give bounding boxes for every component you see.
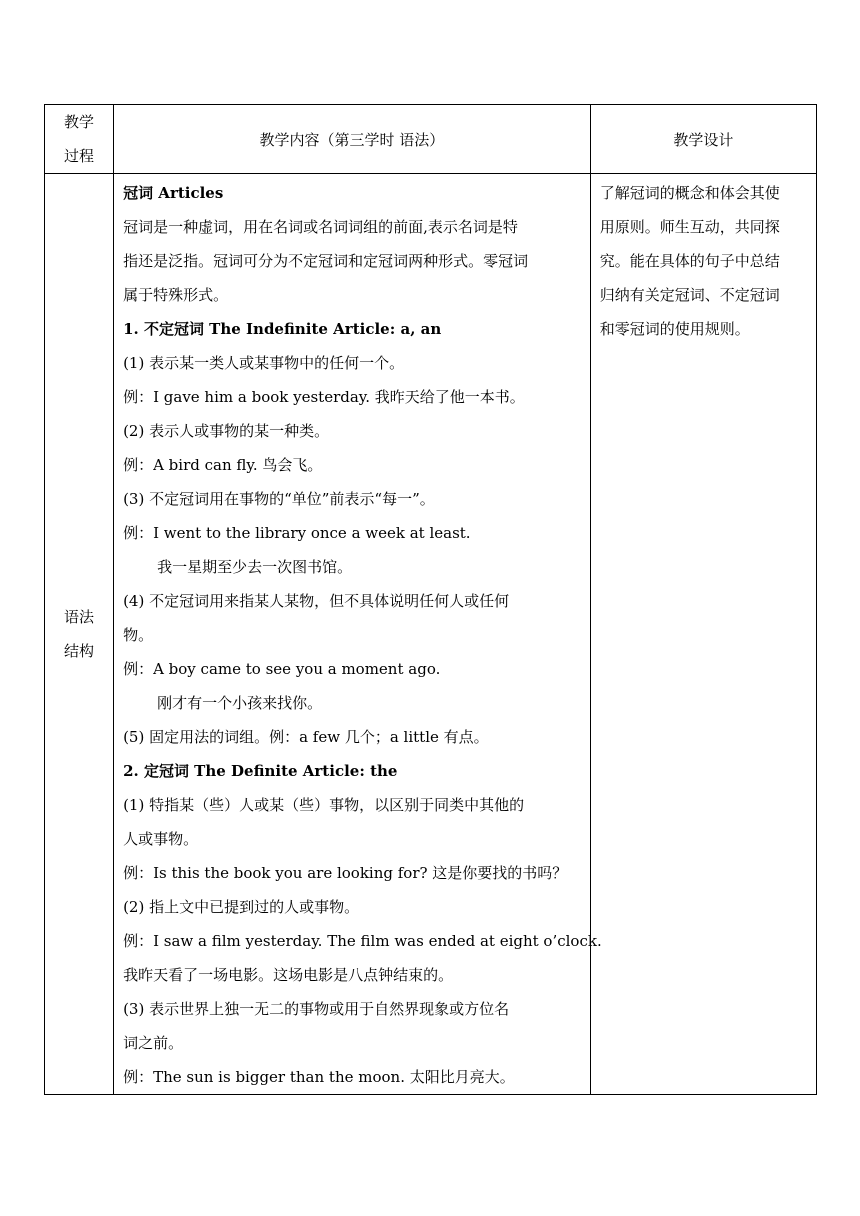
- design-line: 和零冠词的使用规则。: [599, 320, 750, 338]
- content-line: (2) 表示人或事物的某一种类。: [123, 422, 330, 440]
- content-line: 例：A boy came to see you a moment ago.: [123, 660, 441, 678]
- body-row: [45, 174, 817, 1095]
- content-line: (1) 表示某一类人或某事物中的任何一个。: [123, 354, 405, 372]
- header-row: [45, 105, 817, 174]
- design-line: 用原则。师生互动，共同探: [599, 218, 780, 236]
- content-line: 冠词是一种虚词，用在名词或名词词组的前面,表示名词是特: [123, 218, 518, 236]
- content-cell: [114, 174, 602, 1095]
- content-line: (4) 不定冠词用来指某人某物，但不具体说明任何人或任何: [123, 592, 510, 610]
- content-line: (5) 固定用法的词组。例：a few 几个；a little 有点。: [123, 728, 489, 746]
- content-line: 例：I saw a film yesterday. The film was ended at eight o’clock.: [123, 932, 602, 950]
- content-line: 物。: [123, 626, 154, 644]
- content-line: 词之前。: [123, 1034, 184, 1052]
- lesson-table: [44, 104, 817, 1095]
- content-line: 例：The sun is bigger than the moon. 太阳比月亮大。: [123, 1068, 515, 1086]
- content-line: (2) 指上文中已提到过的人或事物。: [123, 898, 360, 916]
- content-line: 刚才有一个小孩来找你。: [157, 694, 323, 712]
- header-process-line2: 过程: [64, 147, 95, 165]
- design-line: 归纳有关定冠词、不定冠词: [599, 286, 780, 304]
- content-line: 我昨天看了一场电影。这场电影是八点钟结束的。: [123, 966, 454, 984]
- content-line: 我一星期至少去一次图书馆。: [157, 558, 353, 576]
- design-line: 了解冠词的概念和体会其使: [599, 184, 780, 202]
- content-lines: [123, 176, 602, 1094]
- content-line: (3) 不定冠词用在事物的“单位”前表示“每一”。: [123, 490, 435, 508]
- content-line: (1) 特指某（些）人或某（些）事物，以区别于同类中其他的: [123, 796, 525, 814]
- header-process-cell: [45, 105, 114, 174]
- content-line: 人或事物。: [123, 830, 199, 848]
- section-label-line1: 语法: [64, 608, 95, 626]
- design-cell: [590, 174, 816, 1095]
- header-content-cell: 教学内容（第三学时 语法）: [114, 105, 591, 174]
- section-label-line2: 结构: [64, 642, 95, 660]
- header-design-cell: 教学设计: [590, 105, 816, 174]
- header-process-line1: 教学: [64, 113, 95, 131]
- content-line: (3) 表示世界上独一无二的事物或用于自然界现象或方位名: [123, 1000, 510, 1018]
- content-line: 指还是泛指。冠词可分为不定冠词和定冠词两种形式。零冠词: [123, 252, 529, 270]
- content-line: 冠词 Articles: [123, 184, 224, 202]
- content-line: 例：I gave him a book yesterday. 我昨天给了他一本书。: [123, 388, 525, 406]
- content-line: 1. 不定冠词 The Indefinite Article: a, an: [123, 320, 442, 338]
- design-line: 究。能在具体的句子中总结: [599, 252, 780, 270]
- section-label-cell: [45, 174, 114, 1095]
- content-line: 属于特殊形式。: [123, 286, 229, 304]
- content-line: 例：I went to the library once a week at least.: [123, 524, 471, 542]
- design-lines: [600, 176, 810, 346]
- content-line: 例：Is this the book you are looking for? 这是你要找的书吗？: [123, 864, 568, 882]
- content-line: 例：A bird can fly. 鸟会飞。: [123, 456, 323, 474]
- content-line: 2. 定冠词 The Definite Article: the: [123, 762, 398, 780]
